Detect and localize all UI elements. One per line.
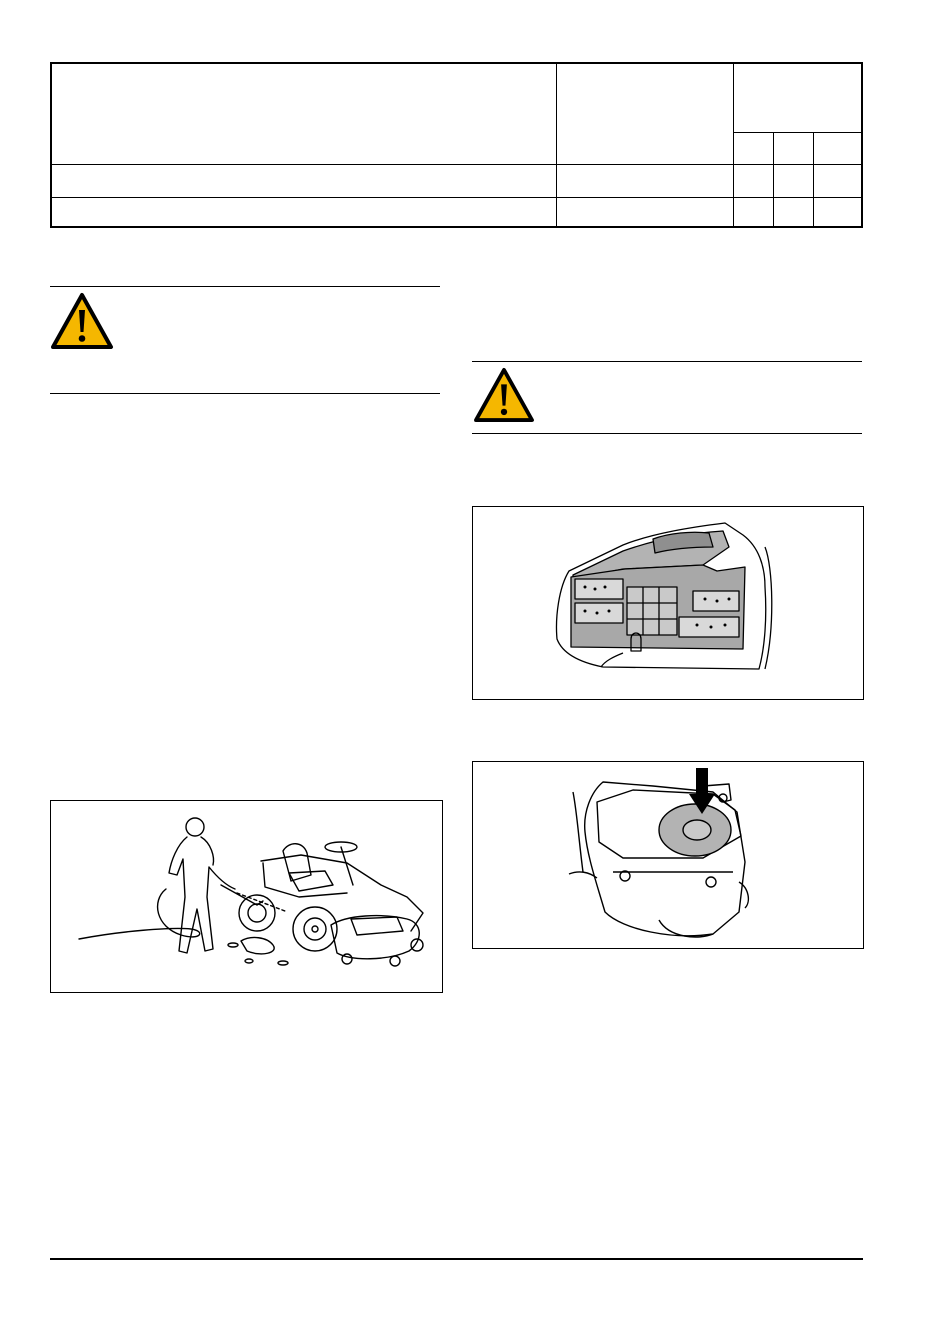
table-row-line [52,164,861,165]
engine-air-filter-cover-icon [473,762,863,948]
footer-rule [50,1258,863,1260]
table-col-divider [813,132,814,226]
warning-box-bottom-rule [472,433,862,434]
pressure-washer-cleaning-rider-icon [51,801,441,991]
maintenance-table [50,62,863,228]
figure-air-filter [472,761,864,949]
table-subheader-line [733,132,861,133]
table-col-divider [773,132,774,226]
warning-box-top-rule [50,286,440,287]
warning-triangle-icon [472,367,536,423]
table-col-divider [733,64,734,226]
dashboard-panel-icon [473,507,863,699]
table-col-divider [556,64,557,226]
warning-box-bottom-rule [50,393,440,394]
figure-pressure-washer [50,800,443,993]
warning-box-top-rule [472,361,862,362]
figure-dashboard [472,506,864,700]
warning-triangle-icon [50,292,114,350]
table-row-line [52,197,861,198]
